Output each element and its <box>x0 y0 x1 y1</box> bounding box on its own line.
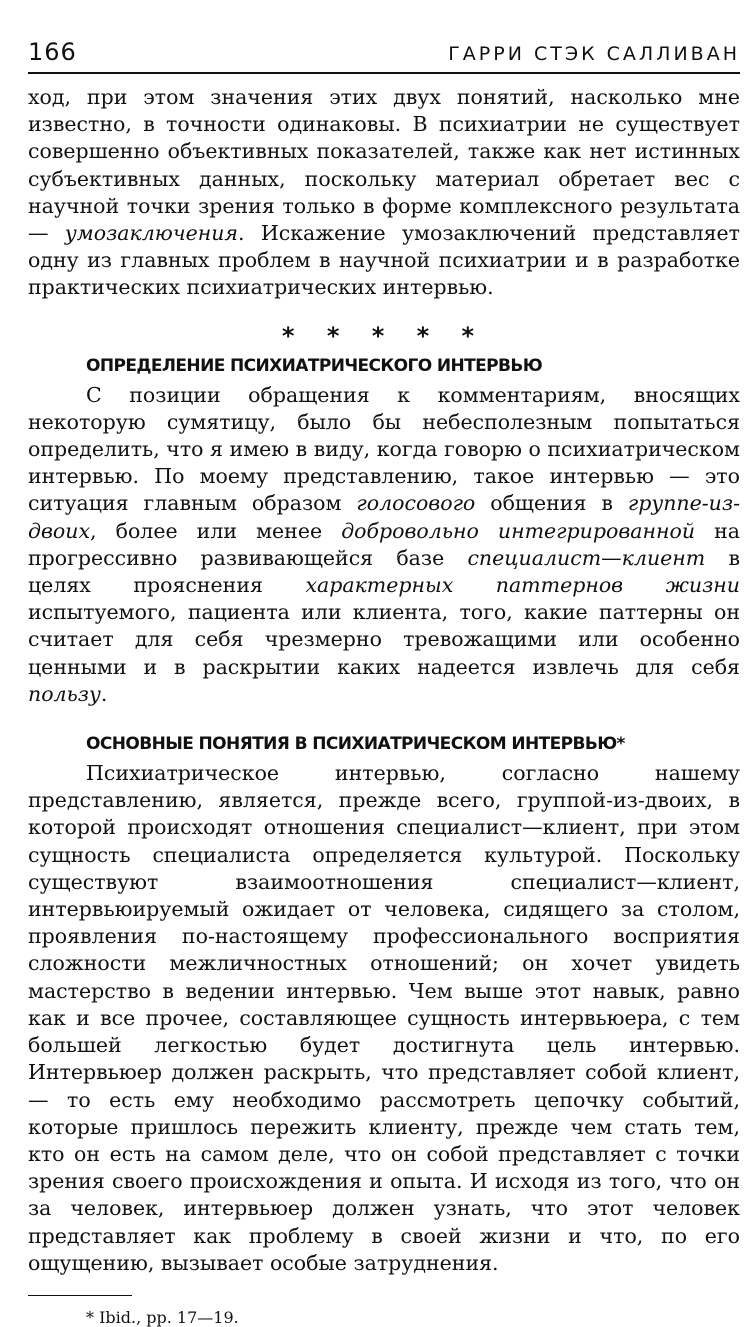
emphasis-term: пользу <box>28 681 101 706</box>
section-heading-concepts: ОСНОВНЫЕ ПОНЯТИЯ В ПСИХИАТРИЧЕСКОМ ИНТЕРВЬЮ* <box>86 734 625 755</box>
emphasis-term: характерных паттернов жизни <box>305 573 740 598</box>
concepts-paragraph: Психиатрическое интервью, согласно нашему представлению, является, прежде всего, группой-из-двоих, в которой происходят отношения специалист—клиент, при этом сущность специалиста определяется культурой. Поскольку существуют взаимоотношения специалист—клиент, интервьюируемый ожидает от человека, сидящего за столом, проявления по-настоящему профессионального восприятия сложности межличностных отношений; он хочет увидеть мастерство в ведении интервью. Чем выше этот навык, равно как и все прочее, составляющее сущность интервьюера, с тем большей легкостью будет достигнута цель интервью. Интервьюер должен раскрыть, что представляет собой клиент, — то есть ему необходимо рассмотреть цепочку событий, которые пришлось пережить клиенту, прежде чем стать тем, кто он есть на самом деле, что он собой представляет с точки зрения своего происхождения и опыта. И исходя из того, что он за человек, интервьюер должен узнать, что этот человек представляет как проблему в своей жизни и что, по его ощущению, вызывает особые затруднения. <box>28 761 740 1275</box>
section-heading-definition: ОПРЕДЕЛЕНИЕ ПСИХИАТРИЧЕСКОГО ИНТЕРВЬЮ <box>86 355 543 376</box>
emphasis-term: голосового <box>356 491 476 516</box>
footnote-divider <box>28 1295 132 1296</box>
book-page <box>28 38 740 1327</box>
running-title: ГАРРИ СТЭК САЛЛИВАН <box>448 43 740 65</box>
running-header <box>28 38 740 74</box>
definition-paragraph: С позиции обращения к комментариям, вносящих некоторую сумятицу, было бы небесполезным попытаться определить, что я имею в виду, когда говорю о психиатрическом интервью. По моему представлению, такое интервью — это ситуация главным образом голосового общения в группе-из-двоих, более или менее добровольно интегрированной на прогрессивно развивающейся базе специалист—клиент в целях прояснения характерных паттернов жизни испытуемого, пациента или клиента, того, какие паттерны он считает для себя чрезмерно тревожащими или особенно ценными и в раскрытии каких надеется извлечь для себя пользу. <box>28 382 741 706</box>
emphasis-term: специалист—клиент <box>467 545 706 570</box>
opening-paragraph: ход, при этом значения этих двух понятий, насколько мне известно, в точности одинаковы. В психиатрии не существует совершенно объективных показателей, также как нет истинных субъективных данных, поскольку материал обретает вес с научной точки зрения только в форме комплексного результата — умозаключения. Искажение умозаключений представляет одну из главных проблем в научной психиатрии и в разработке практических психиатрических интервью. <box>28 85 740 300</box>
footnote: * Ibid., pp. 17—19. <box>86 1307 239 1327</box>
page-number: 166 <box>28 38 77 66</box>
section-separator: * * * * * <box>281 321 487 350</box>
emphasis-term: добровольно интегрированной <box>341 518 696 543</box>
emphasis-term: умозаключения <box>64 221 238 246</box>
emphasis-term: группе-из-двоих <box>28 491 740 543</box>
